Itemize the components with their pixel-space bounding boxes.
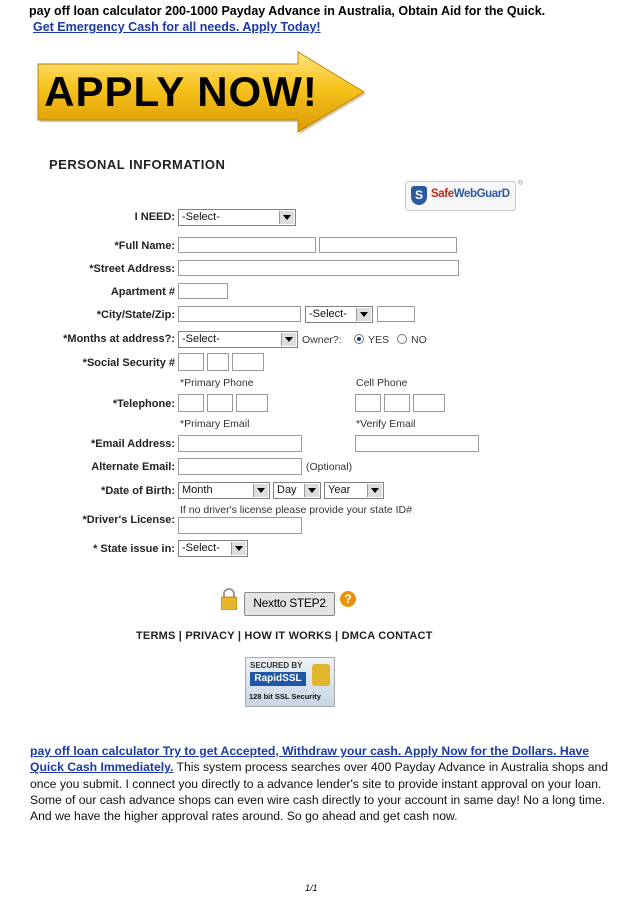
street-address-input[interactable] — [178, 260, 459, 276]
state-issue-select[interactable]: -Select- — [178, 540, 248, 557]
body-paragraph — [30, 743, 610, 824]
email-input[interactable] — [178, 435, 302, 452]
chevron-down-icon — [367, 484, 382, 497]
next-step-button[interactable]: Nextto STEP2 — [244, 592, 335, 616]
separator: | — [237, 630, 242, 642]
cell-phone-area-input[interactable] — [355, 394, 381, 412]
drivers-license-input[interactable] — [178, 517, 302, 534]
state-issue-label: * State issue in: — [93, 543, 175, 555]
full-name-label: *Full Name: — [114, 240, 175, 252]
verify-email-input[interactable] — [355, 435, 479, 452]
i-need-select[interactable]: -Select- — [178, 209, 296, 226]
how-it-works-link[interactable]: HOW IT WORKS — [244, 630, 332, 642]
ssl-brand: RapidSSL — [250, 672, 306, 686]
owner-no-label: NO — [411, 334, 427, 346]
primary-phone-hint: *Primary Phone — [180, 377, 254, 389]
ssn-part3-input[interactable] — [232, 353, 264, 371]
chevron-down-icon — [253, 484, 268, 497]
shield-icon: S — [411, 186, 427, 205]
privacy-link[interactable]: PRIVACY — [185, 630, 235, 642]
footer-links — [136, 630, 433, 642]
street-address-label: *Street Address: — [89, 263, 175, 275]
dmca-contact-link[interactable]: DMCA CONTACT — [341, 630, 433, 642]
telephone-label: *Telephone: — [112, 398, 175, 410]
first-name-input[interactable] — [178, 237, 316, 253]
alternate-email-input[interactable] — [178, 458, 302, 475]
primary-phone-line-input[interactable] — [236, 394, 268, 412]
primary-phone-area-input[interactable] — [178, 394, 204, 412]
emergency-cash-link[interactable]: Get Emergency Cash for all needs. Apply Today! — [33, 20, 321, 34]
body-text: This system process searches over 400 Payday Advance in Australia shops and once you submit. I connect you directly to a advance lender's site to provide instant approval on your loan. Some of our cash advance shops can even wire cash directly to your account in same day! No a long time. And we have the higher approval rates around. So go ahead and get cash now. — [30, 760, 609, 824]
email-label: *Email Address: — [91, 438, 175, 450]
ssn-label: *Social Security # — [82, 357, 175, 369]
owner-no-radio[interactable] — [397, 334, 407, 344]
chevron-down-icon — [279, 211, 294, 224]
primary-email-hint: *Primary Email — [180, 418, 250, 430]
owner-yes-radio[interactable] — [354, 334, 364, 344]
apartment-label: Apartment # — [110, 286, 175, 298]
apartment-input[interactable] — [178, 283, 228, 299]
optional-hint: (Optional) — [306, 461, 353, 473]
rapidssl-badge — [245, 657, 335, 707]
dob-day-select[interactable]: Day — [273, 482, 321, 499]
ssn-part1-input[interactable] — [178, 353, 204, 371]
terms-link[interactable]: TERMS — [136, 630, 176, 642]
months-select[interactable]: -Select- — [178, 331, 298, 348]
help-icon[interactable]: ? — [340, 591, 356, 607]
body-link[interactable]: pay off loan calculator Try to get Accepted, Withdraw your cash. Apply Now for the Dollars. Have Quick Cash Immediately. — [30, 744, 590, 775]
ssl-secured-by: SECURED BY — [250, 661, 303, 670]
cell-phone-line-input[interactable] — [413, 394, 445, 412]
i-need-label: I NEED: — [134, 211, 175, 223]
primary-phone-prefix-input[interactable] — [207, 394, 233, 412]
apply-now-banner[interactable] — [36, 50, 366, 134]
apply-now-label: APPLY NOW! — [44, 68, 318, 115]
lock-icon — [221, 588, 237, 610]
padlock-icon — [312, 664, 330, 686]
registered-mark: ® — [517, 180, 523, 187]
ssn-part2-input[interactable] — [207, 353, 229, 371]
months-at-address-label: *Months at address?: — [63, 333, 175, 345]
city-state-zip-label: *City/State/Zip: — [96, 309, 175, 321]
ssl-bit-label: 128 bit SSL Security — [249, 692, 321, 701]
document-title: pay off loan calculator 200-1000 Payday Advance in Australia, Obtain Aid for the Quick. — [29, 4, 546, 18]
chevron-down-icon — [304, 484, 319, 497]
badge-text: SafeWebGuarD — [431, 188, 510, 200]
chevron-down-icon — [231, 542, 246, 555]
owner-yes-label: YES — [368, 334, 390, 346]
chevron-down-icon — [356, 308, 371, 321]
safewebguard-badge — [405, 180, 523, 211]
alternate-email-label: Alternate Email: — [91, 461, 175, 473]
last-name-input[interactable] — [319, 237, 457, 253]
chevron-down-icon — [281, 333, 296, 346]
city-input[interactable] — [178, 306, 301, 322]
date-of-birth-label: *Date of Birth: — [101, 485, 175, 497]
cell-phone-hint: Cell Phone — [356, 377, 408, 389]
state-select[interactable]: -Select- — [305, 306, 373, 323]
page-number: 1/1 — [305, 883, 318, 893]
owner-label: Owner?: — [302, 334, 342, 346]
dob-year-select[interactable]: Year — [324, 482, 384, 499]
cell-phone-prefix-input[interactable] — [384, 394, 410, 412]
drivers-license-label: *Driver's License: — [82, 514, 175, 526]
dob-month-select[interactable]: Month — [178, 482, 270, 499]
license-hint: If no driver's license please provide your state ID# — [180, 504, 412, 516]
separator: | — [335, 630, 339, 642]
zip-input[interactable] — [377, 306, 415, 322]
separator: | — [178, 630, 183, 642]
verify-email-hint: *Verify Email — [356, 418, 416, 430]
form-title: PERSONAL INFORMATION — [49, 157, 226, 172]
